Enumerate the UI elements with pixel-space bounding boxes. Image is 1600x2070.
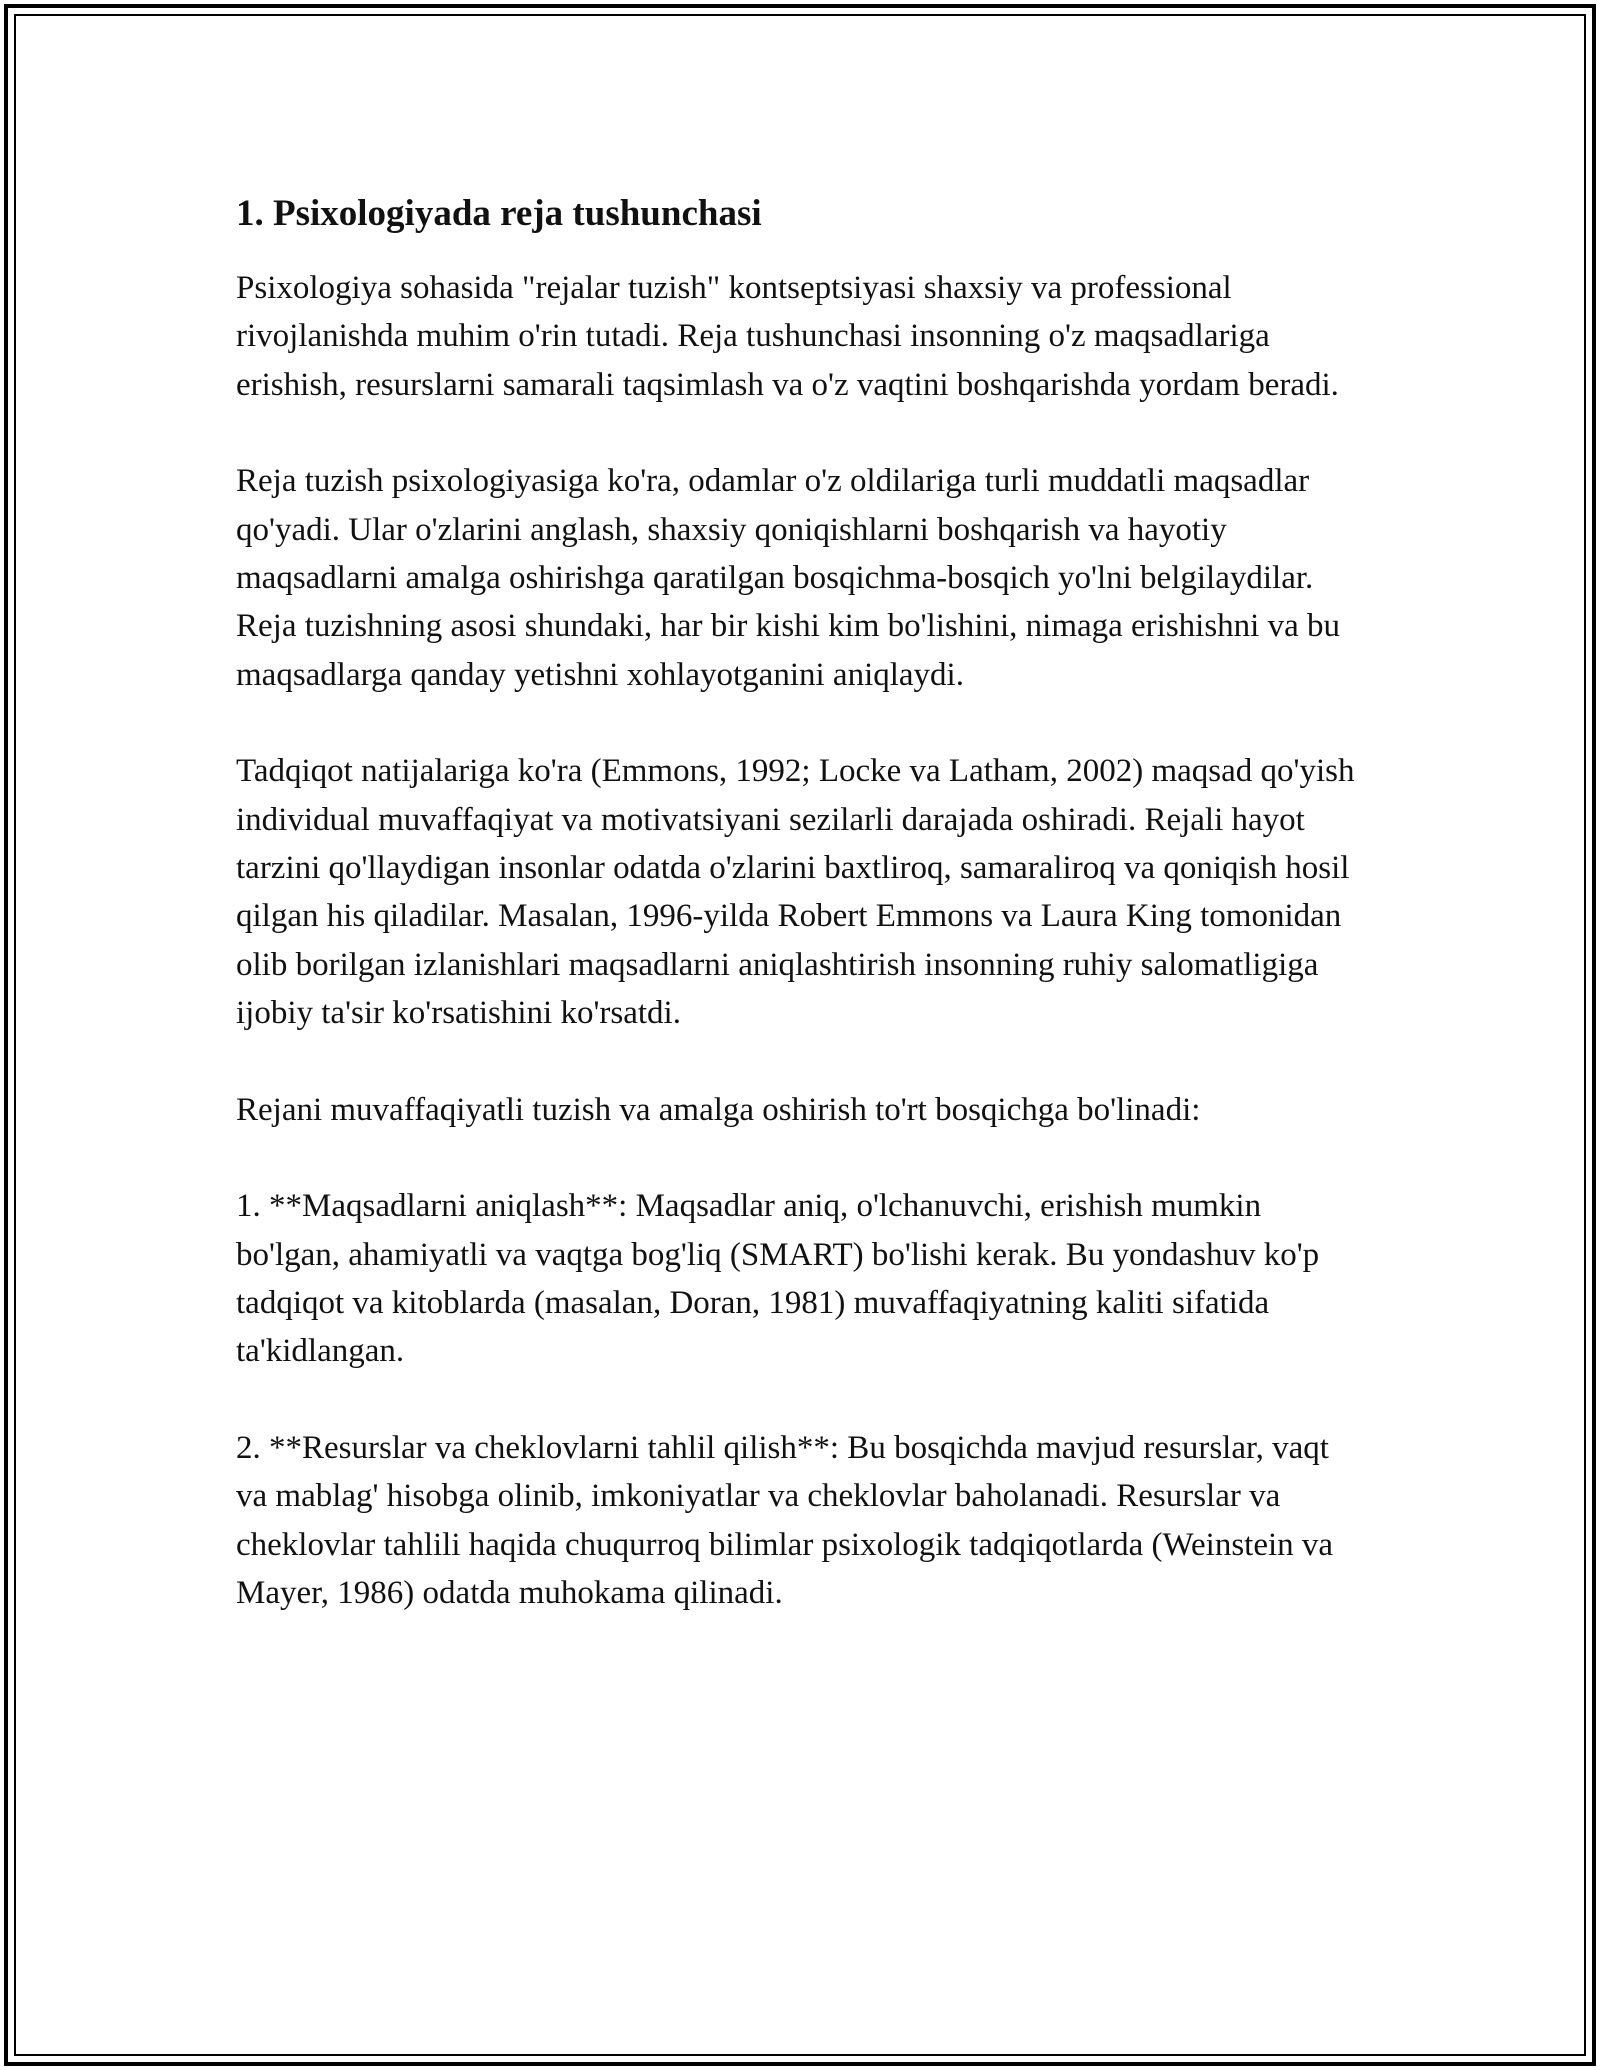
list-item-analyze-resources: 2. **Resurslar va cheklovlarni tahlil qilish**: Bu bosqichda mavjud resurslar, vaqt va mablag' hisobga olinib, imkoniyatlar va cheklovlar baholanadi. Resurslar va cheklovlar tahlili haqida chuqurroq bilimlar psixologik tadqiqotlarda (Weinstein va Mayer, 1986) odatda muhokama qilinadi. bbox=[236, 1429, 1334, 1611]
paragraph-stages-intro: Rejani muvaffaqiyatli tuzish va amalga oshirish to'rt bosqichga bo'linadi: bbox=[236, 1091, 1201, 1128]
list-item-define-goals: 1. **Maqsadlarni aniqlash**: Maqsadlar aniq, o'lchanuvchi, erishish mumkin bo'lgan, ahamiyatli va vaqtga bog'liq (SMART) bo'lishi kerak. Bu yondashuv ko'p tadqiqot va kitoblarda (masalan, Doran, 1981) muvaffaqiyatning kaliti sifatida ta'kidlangan. bbox=[236, 1188, 1320, 1370]
document-body bbox=[236, 190, 1366, 1665]
paragraph-research-results: Tadqiqot natijalariga ko'ra (Emmons, 1992; Locke va Latham, 2002) maqsad qo'yish individual muvaffaqiyat va motivatsiyani sezilarli darajada oshiradi. Rejali hayot tarzini qo'llaydigan insonlar odatda o'zlarini baxtliroq, samaraliroq va qoniqish hosil qilgan his qiladilar. Masalan, 1996-yilda Robert Emmons va Laura King tomonidan olib borilgan izlanishlari maqsadlarni aniqlashtirish insonning ruhiy salomatligiga ijobiy ta'sir ko'rsatishini ko'rsatdi. bbox=[236, 753, 1355, 1032]
paragraph-intro: Psixologiya sohasida "rejalar tuzish" kontseptsiyasi shaxsiy va professional rivojlanishda muhim o'rin tutadi. Reja tushunchasi insonning o'z maqsadlariga erishish, resurslarni samarali taqsimlash va o'z vaqtini boshqarishda yordam beradi. bbox=[236, 270, 1339, 403]
paragraph-planning-psychology: Reja tuzish psixologiyasiga ko'ra, odamlar o'z oldilariga turli muddatli maqsadlar qo'yadi. Ular o'zlarini anglash, shaxsiy qoniqishlarni boshqarish va hayotiy maqsadlarni amalga oshirishga qaratilgan bosqichma-bosqich yo'lni belgilaydilar. Reja tuzishning asosi shundaki, har bir kishi kim bo'lishini, nimaga erishishni va bu maqsadlarga qanday yetishni xohlayotganini aniqlaydi. bbox=[236, 463, 1341, 693]
section-heading: 1. Psixologiyada reja tushunchasi bbox=[236, 193, 762, 234]
